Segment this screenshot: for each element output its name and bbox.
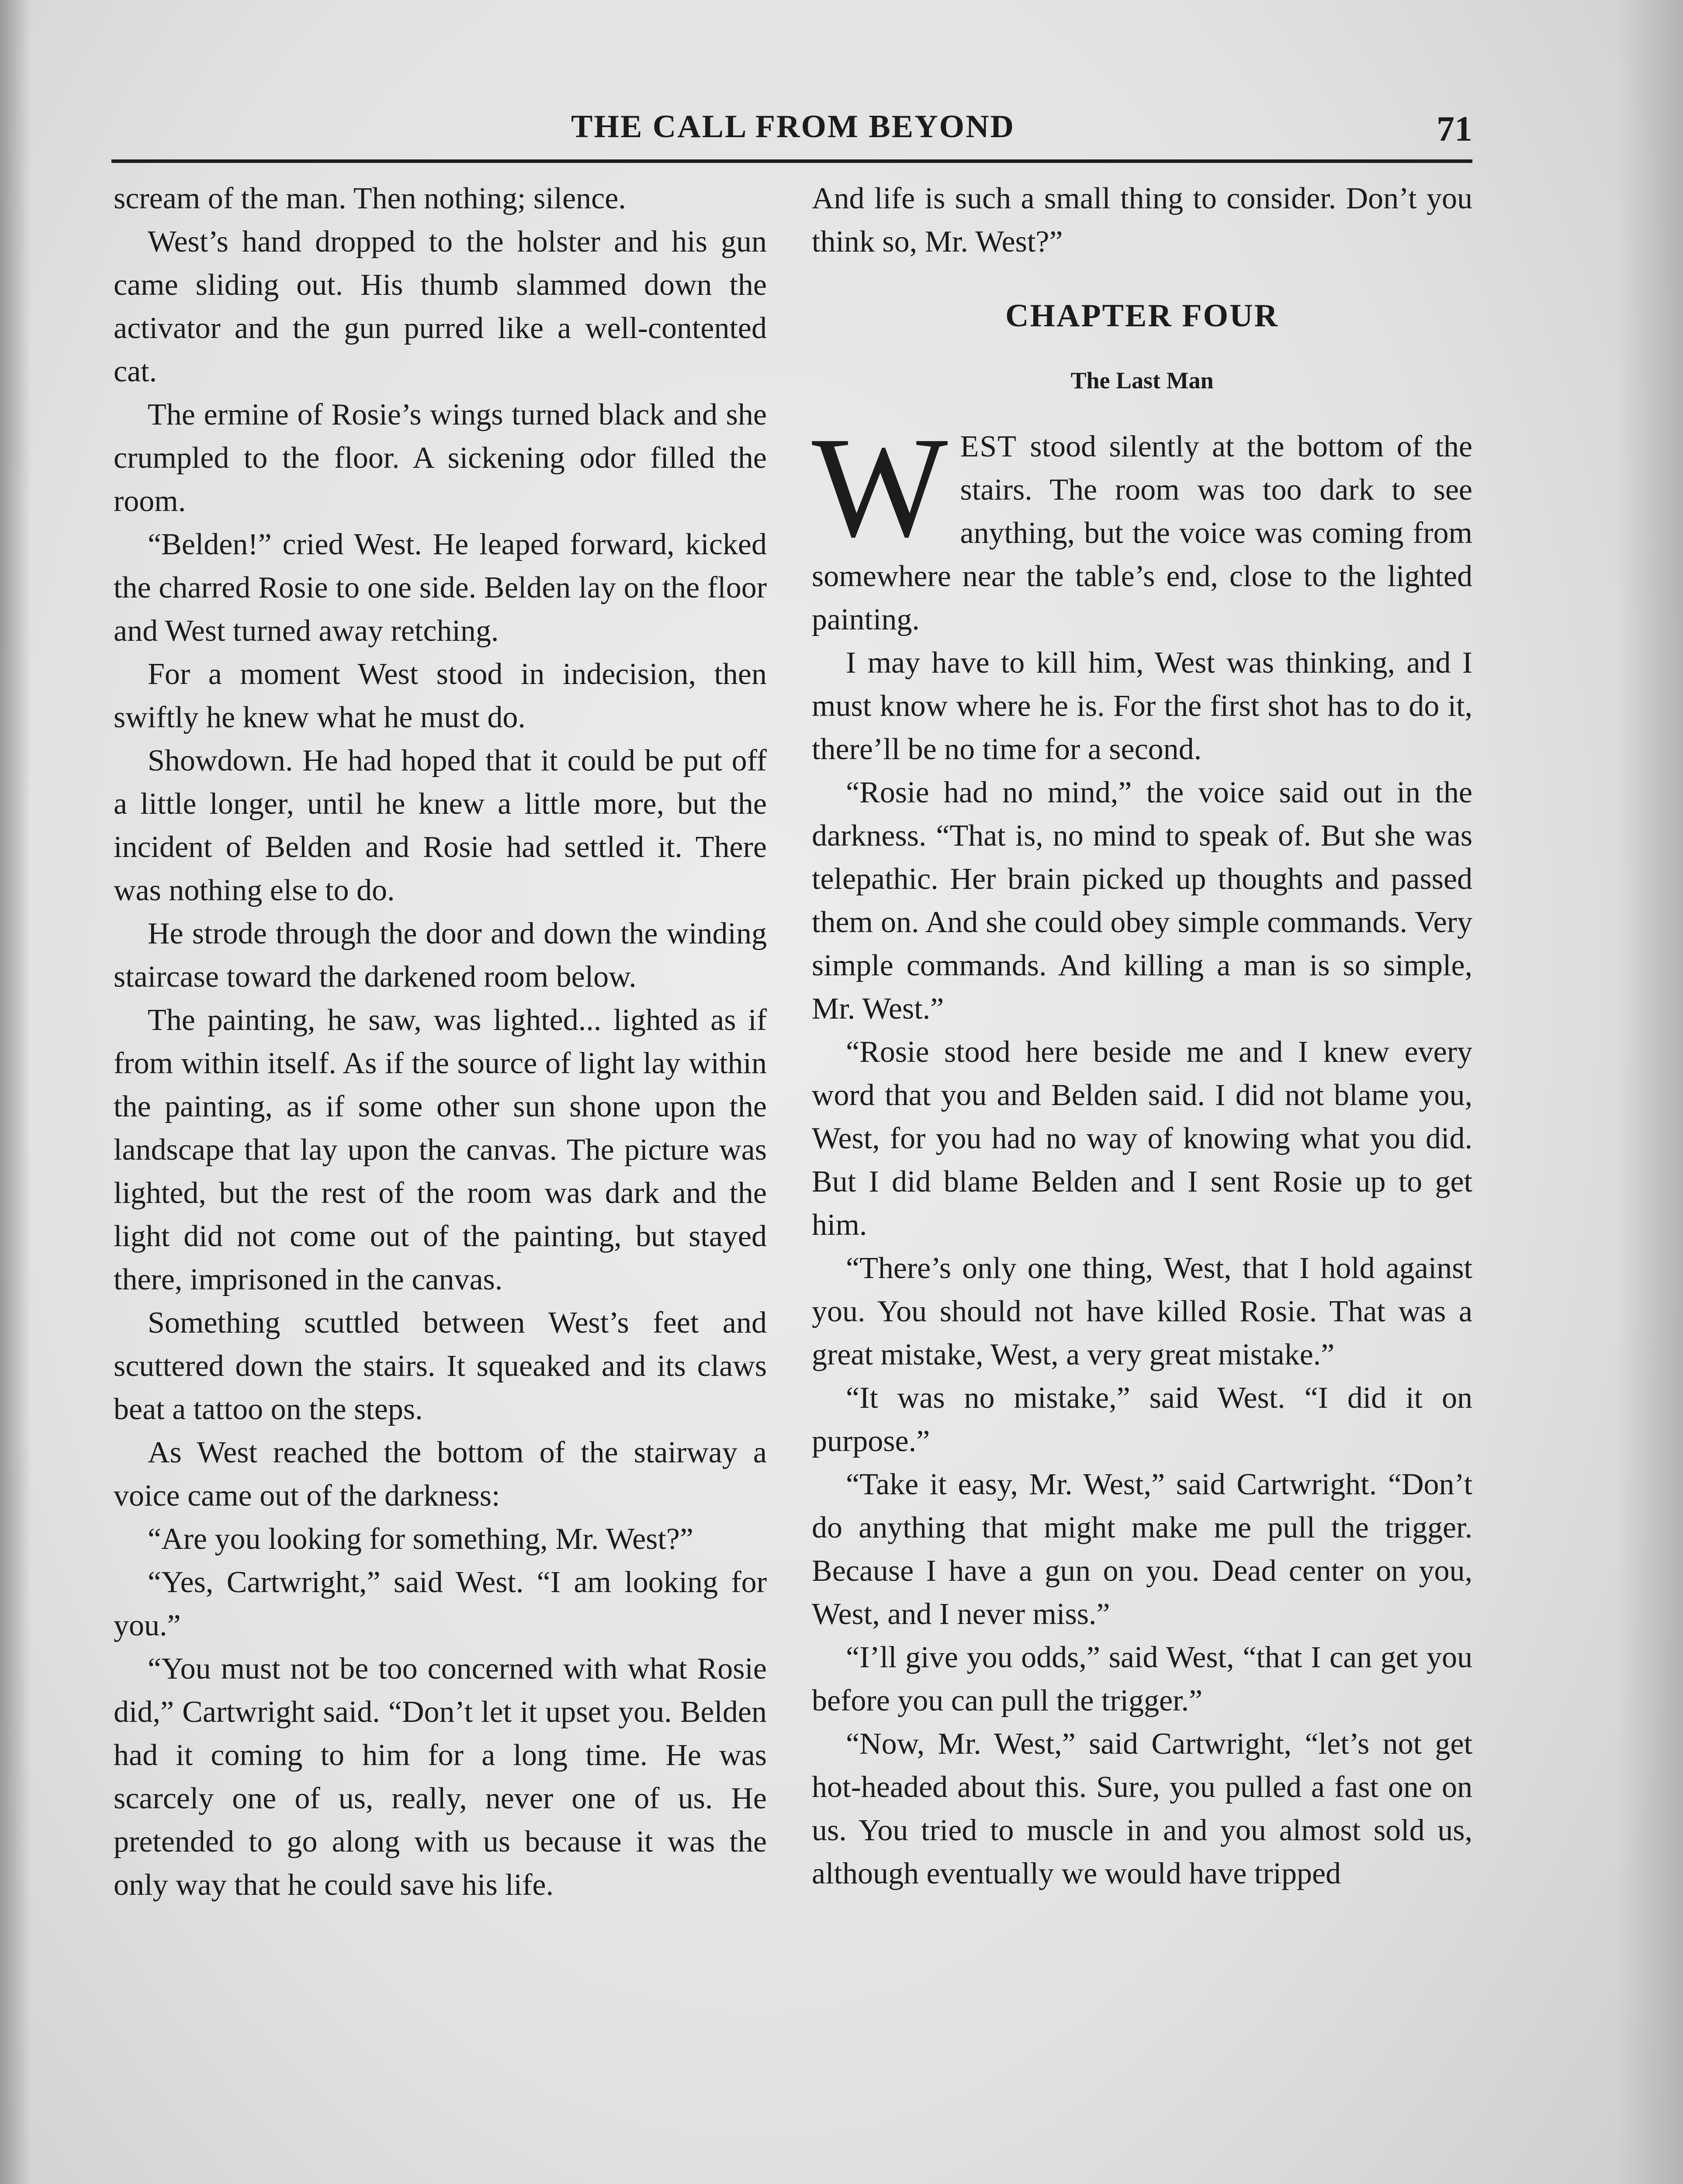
- paragraph: scream of the man. Then nothing; silence.: [114, 182, 626, 215]
- paragraph: “Rosie stood here beside me and I knew every word that you and Belden said. I did not blame you, West, for you had no way of knowing what you did. But I did blame Belden and I sent Rosie up to get him.: [812, 1035, 1472, 1242]
- paragraph: “Now, Mr. West,” said Cartwright, “let’s not get hot-headed about this. Sure, you pulled a fast one on us. You tried to muscle in and you almost sold us, although eventually we would have tripped: [812, 1727, 1472, 1890]
- paragraph: “You must not be too concerned with what Rosie did,” Cartwright said. “Don’t let it upset you. Belden had it coming to him for a long time. He was scarcely one of us, really, never one of us. He pretended to go along with us because it was the only way that he could save his life.: [114, 1652, 767, 1902]
- running-title: THE CALL FROM BEYOND: [571, 109, 1015, 145]
- left-column: [114, 177, 767, 1907]
- paragraph: “Are you looking for something, Mr. West?”: [148, 1522, 693, 1556]
- paragraph: West’s hand dropped to the holster and his gun came sliding out. His thumb slammed down the activator and the gun purred like a well-contented cat.: [114, 225, 767, 388]
- paragraph: For a moment West stood in indecision, then swiftly he knew what he must do.: [114, 657, 767, 734]
- drop-cap: W: [812, 408, 948, 567]
- paragraph: Something scuttled between West’s feet and scuttered down the stairs. It squeaked and its claws beat a tattoo on the steps.: [114, 1306, 767, 1426]
- paragraph: “I’ll give you odds,” said West, “that I can get you before you can pull the trigger.”: [812, 1641, 1472, 1717]
- paragraph: “Belden!” cried West. He leaped forward, kicked the charred Rosie to one side. Belden lay on the floor and West turned away retching.: [114, 528, 767, 648]
- paragraph: The painting, he saw, was lighted... lighted as if from within itself. As if the source of light lay within the painting, as if some other sun shone upon the landscape that lay upon the canvas. The picture was lighted, but the rest of the room was dark and the light did not come out of the painting, but stayed there, imprisoned in the canvas.: [114, 1003, 767, 1296]
- opening-paragraph: [812, 408, 1472, 641]
- paragraph: “Take it easy, Mr. West,” said Cartwright. “Don’t do anything that might make me pull the trigger. Because I have a gun on you. Dead center on you, West, and I never miss.”: [812, 1468, 1472, 1631]
- paragraph: As West reached the bottom of the stairway a voice came out of the darkness:: [114, 1436, 767, 1513]
- header-rule: [111, 159, 1472, 163]
- opening-paragraph-text: stood silently at the bottom of the stairs. The room was too dark to see anything, but the voice was coming from somewhere near the table’s end, close to the lighted painting.: [812, 430, 1472, 636]
- right-column: [812, 177, 1472, 1895]
- paragraph: The ermine of Rosie’s wings turned black and she crumpled to the floor. A sickening odor filled the room.: [114, 398, 767, 518]
- paragraph: “Yes, Cartwright,” said West. “I am looking for you.”: [114, 1565, 767, 1642]
- paragraph: “Rosie had no mind,” the voice said out in the darkness. “That is, no mind to speak of. But she was telepathic. Her brain picked up thoughts and passed them on. And she could obey simple commands. Very simple commands. And killing a man is so simple, Mr. West.”: [812, 776, 1472, 1026]
- paragraph: I may have to kill him, West was thinking, and I must know where he is. For the first shot has to do it, there’ll be no time for a second.: [812, 646, 1472, 766]
- page-header: [114, 100, 1472, 157]
- paragraph: And life is such a small thing to consider. Don’t you think so, Mr. West?”: [812, 182, 1472, 259]
- paragraph: “It was no mistake,” said West. “I did it on purpose.”: [812, 1381, 1472, 1458]
- chapter-heading: CHAPTER FOUR: [1005, 298, 1279, 334]
- paragraph: Showdown. He had hoped that it could be put off a little longer, until he knew a little more, but the incident of Belden and Rosie had settled it. There was nothing else to do.: [114, 744, 767, 907]
- paragraph: He strode through the door and down the winding staircase toward the darkened room below.: [114, 917, 767, 994]
- drop-cap-continuation: EST: [960, 430, 1017, 463]
- paragraph: “There’s only one thing, West, that I hold against you. You should not have killed Rosie. That was a great mistake, West, a very great mistake.”: [812, 1251, 1472, 1372]
- page-number: 71: [1437, 109, 1472, 149]
- chapter-subtitle: The Last Man: [1070, 367, 1214, 394]
